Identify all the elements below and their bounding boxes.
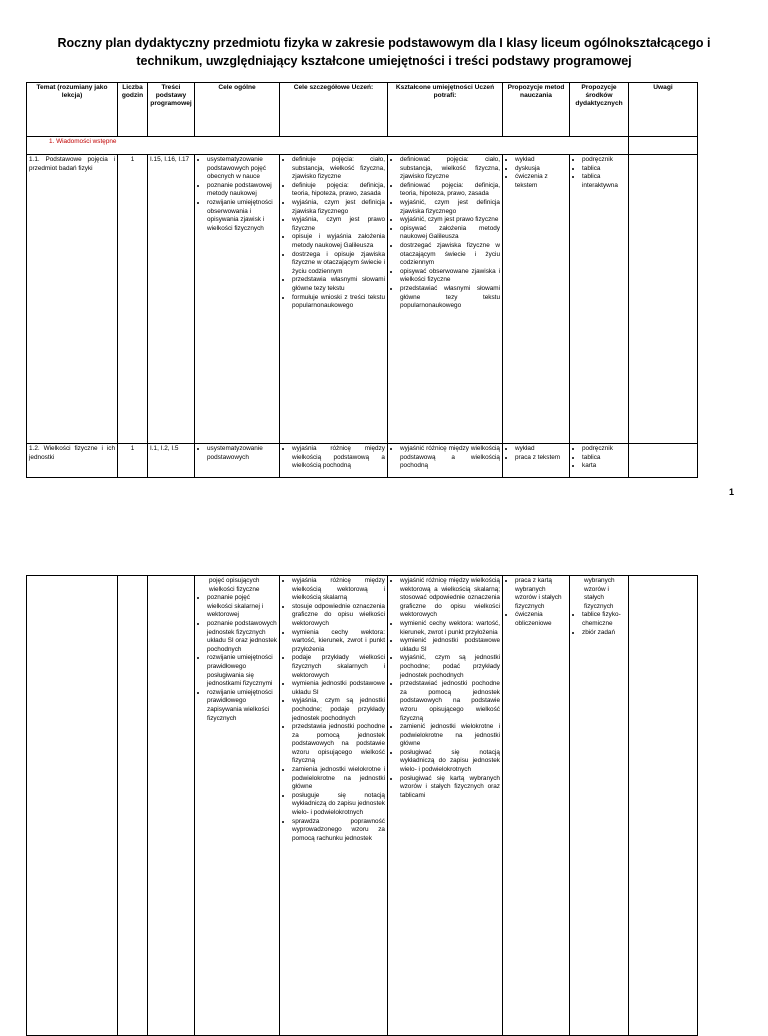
list-item: • poznanie podstawowej metody naukowej <box>207 182 277 199</box>
header-skills: Kształcone umiejętności Uczeń potrafi: <box>388 83 503 137</box>
means-list <box>572 156 626 190</box>
header-methods: Propozycje metod nauczania <box>503 83 570 137</box>
list-item: • praca z tekstem <box>515 454 567 463</box>
list-item: • posługiwać się notacją wykładniczą do zapisu jednostek wielo- i podwielokrotnych <box>400 749 500 775</box>
detailed-goals-cell <box>280 444 388 478</box>
skills-list <box>390 156 500 311</box>
list-item: • tablica <box>582 454 626 463</box>
list-item: • wymienić jednostki podstawowe układu SI <box>400 637 500 654</box>
list-item: • rozwijanie umiejętności prawidłowego posługiwania się jednostkami fizycznymi <box>207 654 277 688</box>
list-item: • podaje przykłady wielkości fizycznych skalarnych i wektorowych <box>292 654 385 680</box>
list-item: • posługiwać się kartą wybranych wzorów i stałych fizycznych oraz tablicami <box>400 775 500 801</box>
detailed-goals-list <box>282 445 385 471</box>
means-cell <box>570 444 629 478</box>
list-item: • podręcznik <box>582 445 626 454</box>
list-item: • poznanie pojęć wielkości skalarnej i wektorowej <box>207 594 277 620</box>
goals-cell <box>195 576 280 1036</box>
header-topic: Temat (rozumiany jako lekcja) <box>27 83 118 137</box>
document-title: Roczny plan dydaktyczny przedmiotu fizyka w zakresie podstawowym dla I klasy liceum ogólnokształcącego i technikum, uwzględniający kształcone umiejętności i treści podstawy programowej <box>57 36 711 68</box>
header-curriculum: Treści podstawy programowej <box>148 83 195 137</box>
list-item: • wykład <box>515 445 567 454</box>
skills-list <box>390 577 500 800</box>
header-goals: Cele ogólne <box>195 83 280 137</box>
list-item: • tablica interaktywna <box>582 173 626 190</box>
list-item: • karta <box>582 462 626 471</box>
topic-cell: 1.1. Podstawowe pojęcia i przedmiot badań fizyki <box>27 155 118 444</box>
goals-list <box>197 445 277 462</box>
list-item: • wyjaśnić, czym jest prawo fizyczne <box>400 216 500 225</box>
plan-table-page-2 <box>26 575 697 1036</box>
list-item: • wymienić cechy wektora: wartość, kierunek, zwrot i punkt przyłożenia <box>400 620 500 637</box>
list-item: • opisuje i wyjaśnia założenia metody naukowej Galileusza <box>292 233 385 250</box>
hours-cell: 1 <box>118 155 148 444</box>
list-item: • przedstawiać własnymi słowami główne tezy tekstu popularnonaukowego <box>400 285 500 311</box>
list-item: • wyjaśnić różnicę między wielkością wektorową a wielkością skalarną; stosować odpowiednie oznaczenia graficzne do opisu wielkości wektorowych <box>400 577 500 620</box>
list-item: • tablica <box>582 165 626 174</box>
methods-list <box>505 156 567 190</box>
skills-cell <box>388 444 503 478</box>
list-item: • wyjaśnia różnicę między wielkością wektorową i wielkością skalarną <box>292 577 385 603</box>
list-item: • wymienia cechy wektora: wartość, kierunek, zwrot i punkt przyłożenia <box>292 629 385 655</box>
list-item: • zamienia jednostki wielokrotne i podwielokrotne na jednostki główne <box>292 766 385 792</box>
skills-list <box>390 445 500 471</box>
methods-list <box>505 577 567 629</box>
list-item: • wyjaśnić różnicę między wielkością podstawową a wielkością pochodną <box>400 445 500 471</box>
header-notes: Uwagi <box>629 83 698 137</box>
hours-cell: 1 <box>118 444 148 478</box>
list-item: • ćwiczenia z tekstem <box>515 173 567 190</box>
goals-continued-text: pojęć opisujących wielkości fizyczne <box>209 577 260 593</box>
list-item: • wyjaśnia różnicę między wielkością podstawową a wielkością pochodną <box>292 445 385 471</box>
page-number: 1 <box>729 487 735 497</box>
means-cell <box>570 576 629 1036</box>
topic-cell <box>27 576 118 1036</box>
list-item: • stosuje odpowiednie oznaczenia graficzne do opisu wielkości wektorowych <box>292 603 385 629</box>
goals-cell <box>195 155 280 444</box>
list-item: • tablice fizyko-chemiczne <box>582 611 626 628</box>
list-item: • wyjaśnia, czym jest prawo fizyczne <box>292 216 385 233</box>
header-row <box>27 83 698 137</box>
list-item: • formułuje wnioski z treści tekstu popularnonaukowego <box>292 294 385 311</box>
header-hours: Liczba godzin <box>118 83 148 137</box>
list-item: • definiować pojęcia: definicja, teoria, hipoteza, prawo, zasada <box>400 182 500 199</box>
plan-table-page-1 <box>26 82 697 478</box>
header-detailed-goals: Cele szczegółowe Uczeń: <box>280 83 388 137</box>
list-item: • usystematyzowanie podstawowych <box>207 445 277 462</box>
list-item: • zamienić jednostki wielokrotne i podwielokrotne na jednostki główne <box>400 723 500 749</box>
table-row <box>27 444 698 478</box>
hours-cell <box>118 576 148 1036</box>
methods-cell <box>503 155 570 444</box>
list-item: • dostrzegać zjawiska fizyczne w otaczającym świecie i życiu codziennym <box>400 242 500 268</box>
list-item: • wyjaśnia, czym jest definicja zjawiska fizycznego <box>292 199 385 216</box>
topic-cell: 1.2. Wielkości fizyczne i ich jednostki <box>27 444 118 478</box>
curriculum-cell: I.1, I.2, I.5 <box>148 444 195 478</box>
goals-list <box>197 594 277 723</box>
methods-list <box>505 445 567 462</box>
goals-cell <box>195 444 280 478</box>
list-item: • wymienia jednostki podstawowe układu SI <box>292 680 385 697</box>
section-empty-cell <box>629 137 698 155</box>
list-item: • opisywać obserwowane zjawiska i wielkości fizyczne <box>400 268 500 285</box>
table-row-continued <box>27 576 698 1036</box>
goals-list <box>197 156 277 233</box>
list-item: • rozwijanie umiejętności obserwowania i opisywania zjawisk i wielkości fizycznych <box>207 199 277 233</box>
notes-cell <box>629 155 698 444</box>
header-means: Propozycje środków dydaktycznych <box>570 83 629 137</box>
list-item: • przedstawiać jednostki pochodne za pomocą jednostek podstawowych na podstawie wzoru opisującego wielkość fizyczną <box>400 680 500 723</box>
section-title: 1. Wiadomości wstępne <box>27 137 629 155</box>
means-cell <box>570 155 629 444</box>
list-item: • wykład <box>515 156 567 165</box>
methods-cell <box>503 444 570 478</box>
detailed-goals-cell <box>280 155 388 444</box>
list-item: • wyjaśnić, czym są jednostki pochodne; podać przykłady jednostek pochodnych <box>400 654 500 680</box>
section-row <box>27 137 698 155</box>
notes-cell <box>629 576 698 1036</box>
list-item: • przedstawia jednostki pochodne za pomocą jednostek podstawowych na podstawie wzoru opisującego wielkość fizyczną <box>292 723 385 766</box>
list-item: • dostrzega i opisuje zjawiska fizyczne w otaczającym świecie i życiu codziennym <box>292 251 385 277</box>
list-item: • przedstawia własnymi słowami główne tezy tekstu <box>292 276 385 293</box>
list-item: • wyjaśnić, czym jest definicja zjawiska fizycznego <box>400 199 500 216</box>
detailed-goals-list <box>282 577 385 843</box>
detailed-goals-cell <box>280 576 388 1036</box>
list-item: • posługuje się notacją wykładniczą do zapisu jednostek wielo- i podwielokrotnych <box>292 792 385 818</box>
list-item: • wyjaśnia, czym są jednostki pochodne; podaje przykłady jednostek pochodnych <box>292 697 385 723</box>
means-list <box>572 445 626 471</box>
list-item: • definiuje pojęcia: definicja, teoria, hipoteza, prawo, zasada <box>292 182 385 199</box>
list-item: • definiować pojęcia: ciało, substancja, wielkość fizyczna, zjawisko fizyczne <box>400 156 500 182</box>
list-item: • rozwijanie umiejętności prawidłowego zapisywania wielkości fizycznych <box>207 689 277 723</box>
list-item: • sprawdza poprawność wyprowadzonego wzoru za pomocą rachunku jednostek <box>292 818 385 844</box>
list-item: • praca z kartą wybranych wzorów i stałych fizycznych <box>515 577 567 611</box>
list-item: • podręcznik <box>582 156 626 165</box>
list-item: • zbiór zadań <box>582 629 626 638</box>
curriculum-cell <box>148 576 195 1036</box>
list-item: • dyskusja <box>515 165 567 174</box>
list-item: • poznanie podstawowych jednostek fizycznych układu SI oraz jednostek pochodnych <box>207 620 277 654</box>
skills-cell <box>388 155 503 444</box>
table-row <box>27 155 698 444</box>
list-item: • ćwiczenia obliczeniowe <box>515 611 567 628</box>
list-item: • definiuje pojęcia: ciało, substancja, wielkość fizyczna, zjawisko fizyczne <box>292 156 385 182</box>
means-list <box>572 611 626 637</box>
skills-cell <box>388 576 503 1036</box>
methods-cell <box>503 576 570 1036</box>
detailed-goals-list <box>282 156 385 311</box>
curriculum-cell: I.15, I.16, I.17 <box>148 155 195 444</box>
notes-cell <box>629 444 698 478</box>
list-item: • opisywać założenia metody naukowej Galileusza <box>400 225 500 242</box>
list-item: • usystematyzowanie podstawowych pojęć obecnych w nauce <box>207 156 277 182</box>
means-continued-text: wybranych wzorów i stałych fizycznych <box>584 577 615 610</box>
